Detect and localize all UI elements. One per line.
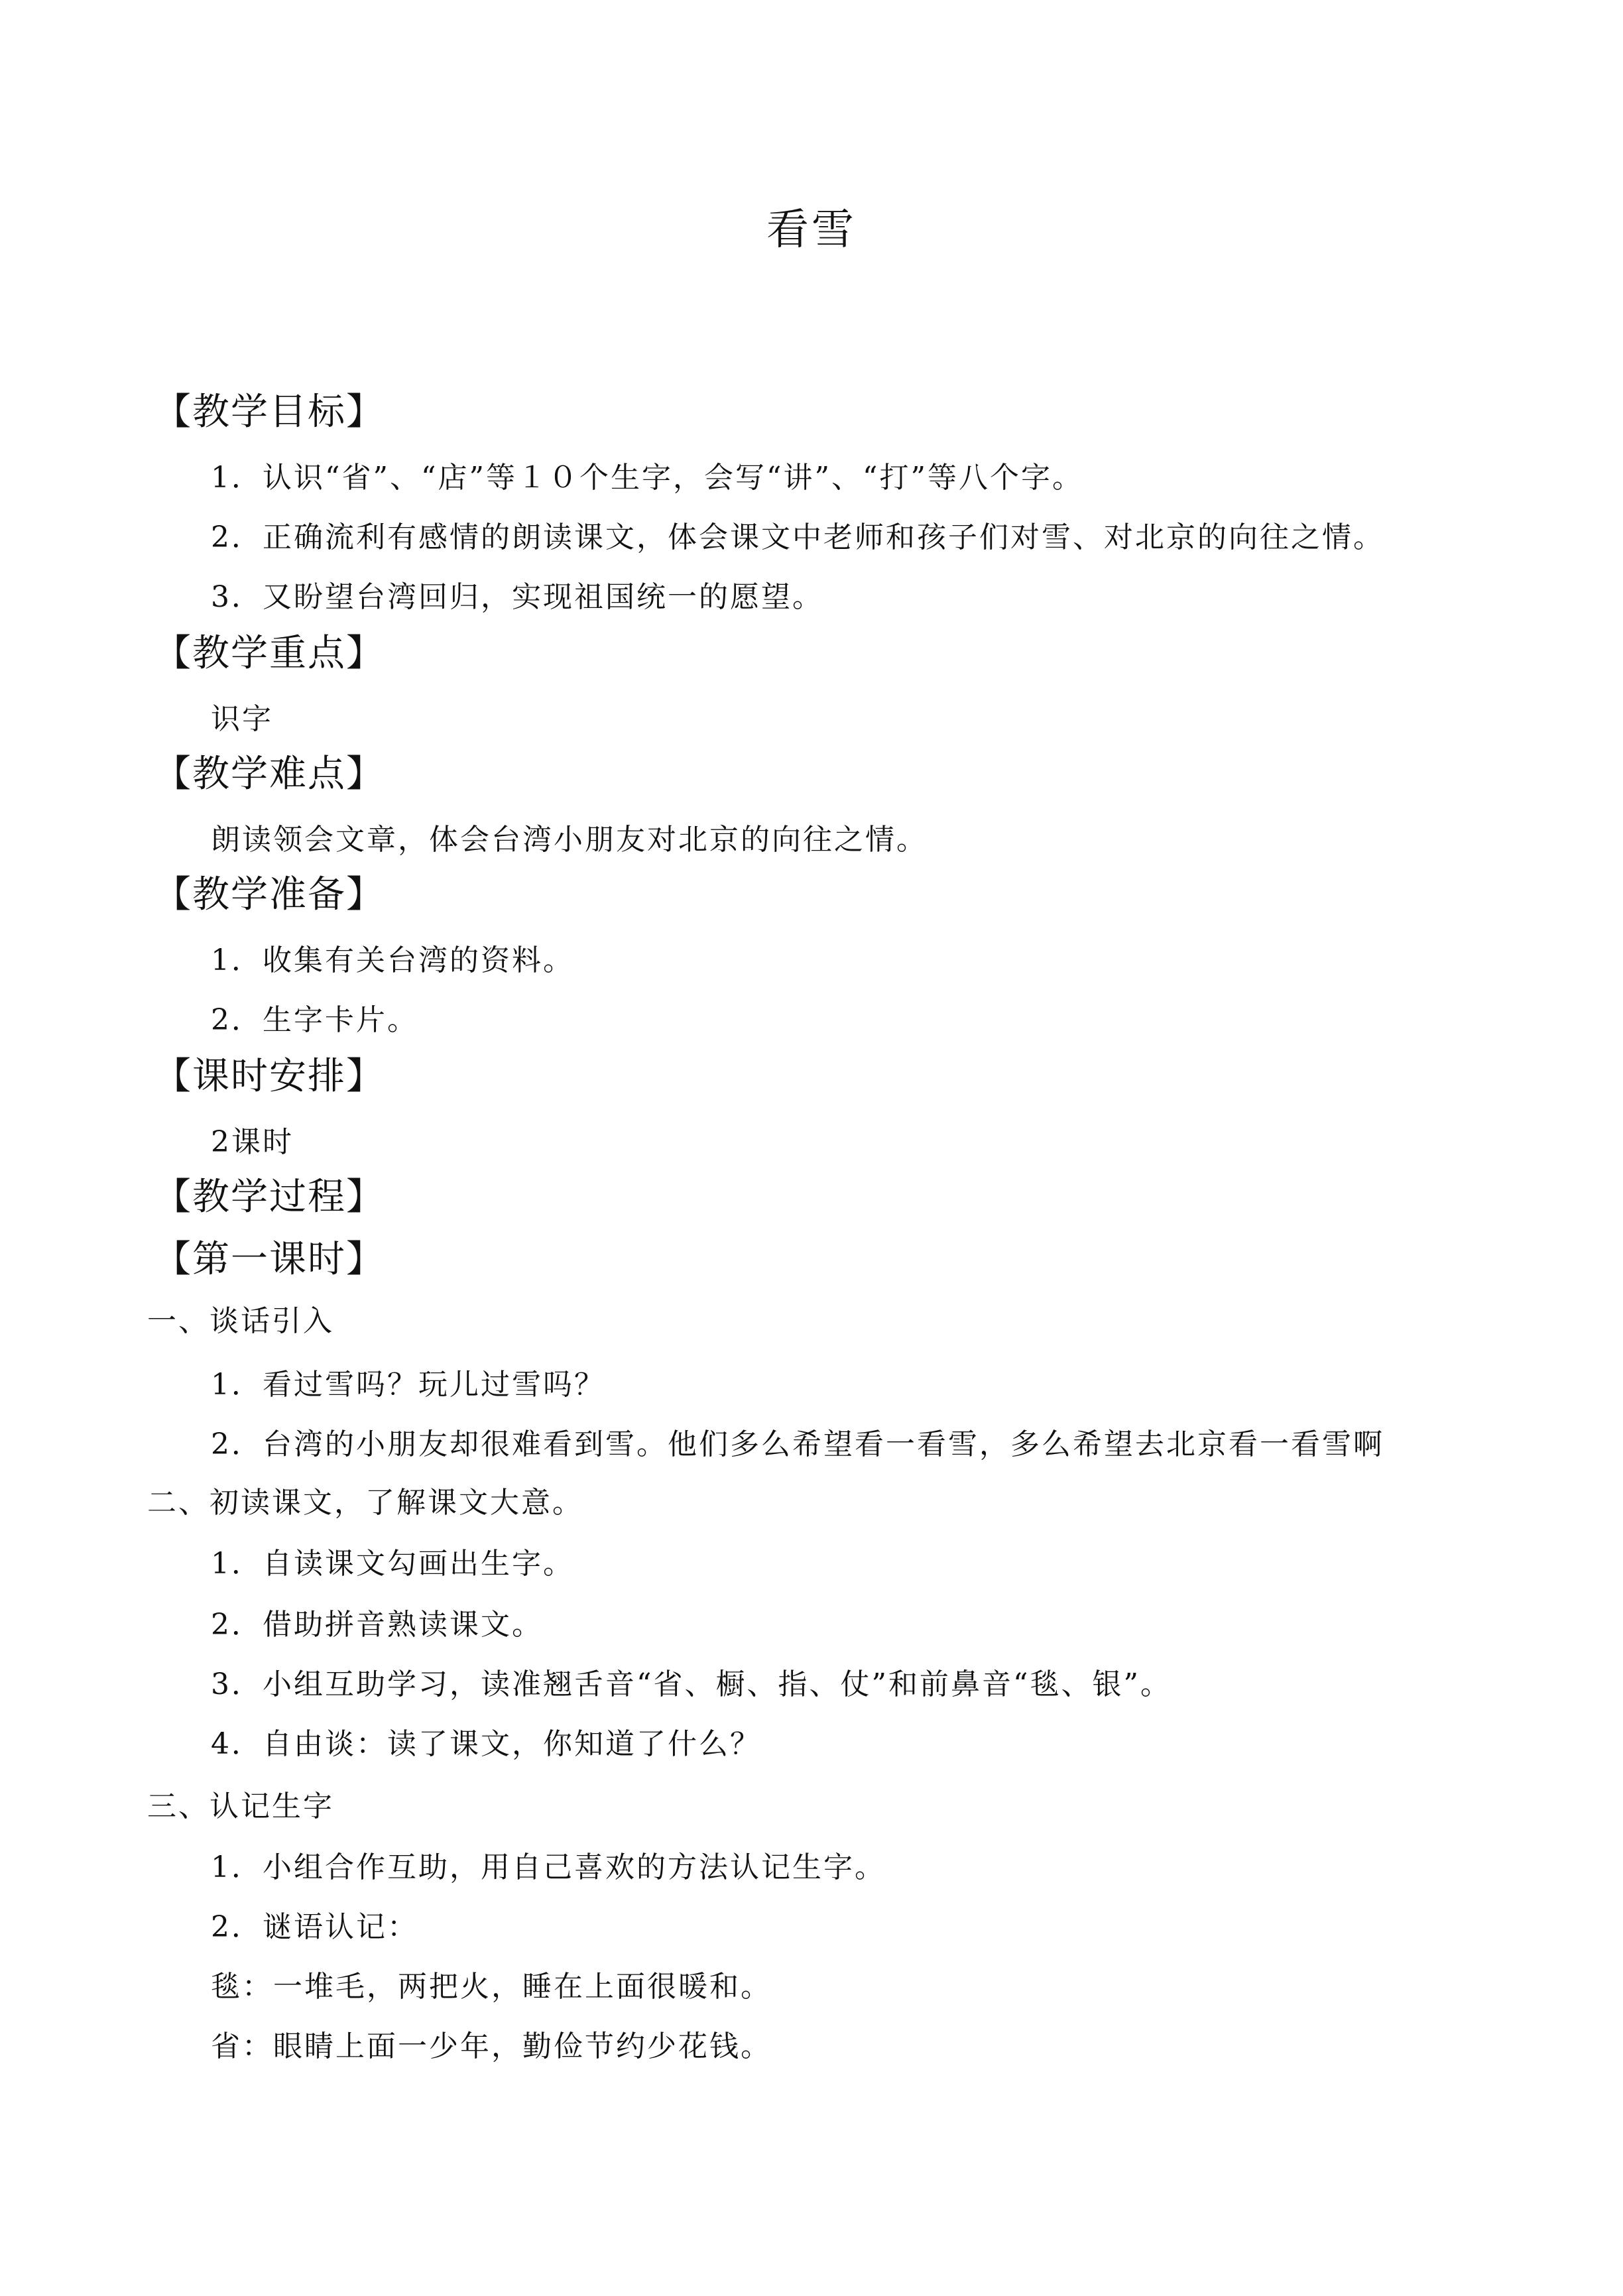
teaching-goal-item-3: 3．又盼望台湾回归，实现祖国统一的愿望。 — [211, 580, 823, 614]
section-2-title: 二、初读课文，了解课文大意。 — [147, 1486, 583, 1520]
class-schedule-text: 2课时 — [211, 1125, 294, 1159]
section-3-item-1: 1．小组合作互助，用自己喜欢的方法认记生字。 — [211, 1850, 886, 1884]
section-3-riddle-1: 毯：一堆毛，两把火，睡在上面很暖和。 — [211, 1970, 772, 2004]
section-3-item-2: 2．谜语认记： — [211, 1910, 418, 1944]
section-2-item-3: 3．小组互助学习，读准翘舌音“省、橱、指、仗”和前鼻音“毯、银”。 — [211, 1667, 1172, 1701]
section-2-item-4: 4．自由谈：读了课文，你知道了什么？ — [211, 1727, 761, 1761]
section-1-item-1: 1．看过雪吗？玩儿过雪吗？ — [211, 1368, 605, 1402]
section-1-item-2: 2．台湾的小朋友却很难看到雪。他们多么希望看一看雪，多么希望去北京看一看雪啊 — [211, 1427, 1384, 1461]
teaching-difficulty-text: 朗读领会文章，体会台湾小朋友对北京的向往之情。 — [211, 823, 928, 857]
page-title: 看雪 — [766, 206, 857, 255]
section-2-item-2: 2．借助拼音熟读课文。 — [211, 1608, 543, 1642]
teaching-focus-text: 识字 — [211, 702, 273, 736]
teaching-process-heading: 【教学过程】 — [154, 1176, 385, 1219]
teaching-goal-item-1: 1．认识“省”、“店”等１０个生字，会写“讲”、“打”等八个字。 — [211, 461, 1083, 495]
teaching-goals-heading: 【教学目标】 — [154, 391, 385, 434]
teaching-preparation-item-1: 1．收集有关台湾的资料。 — [211, 943, 574, 977]
teaching-goal-item-2: 2．正确流利有感情的朗读课文，体会课文中老师和孩子们对雪、对北京的向往之情。 — [211, 520, 1384, 554]
teaching-focus-heading: 【教学重点】 — [154, 632, 385, 675]
teaching-preparation-item-2: 2．生字卡片。 — [211, 1003, 418, 1037]
class-schedule-heading: 【课时安排】 — [154, 1055, 385, 1098]
first-lesson-heading: 【第一课时】 — [154, 1238, 385, 1281]
section-1-title: 一、谈话引入 — [147, 1304, 334, 1338]
teaching-difficulty-heading: 【教学难点】 — [154, 753, 385, 796]
section-2-item-1: 1．自读课文勾画出生字。 — [211, 1547, 574, 1581]
section-3-riddle-2: 省：眼睛上面一少年，勤俭节约少花钱。 — [211, 2029, 772, 2063]
teaching-preparation-heading: 【教学准备】 — [154, 873, 385, 916]
section-3-title: 三、认记生字 — [147, 1789, 334, 1823]
